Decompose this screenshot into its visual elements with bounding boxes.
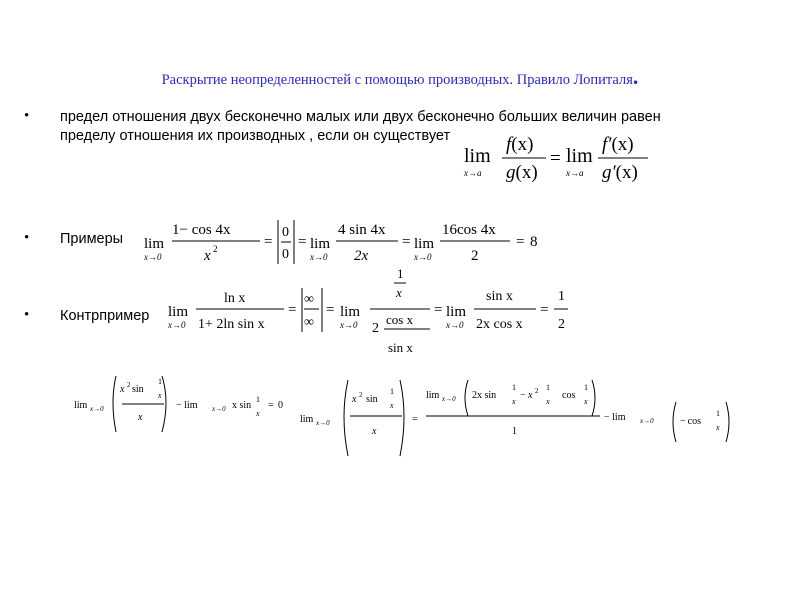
b2-last-paren-close (726, 402, 729, 442)
b1-exp: 2 (127, 381, 131, 389)
bottom-part-1 (74, 376, 283, 432)
ex-eq-1: = (264, 234, 273, 250)
b1-eq: = (268, 400, 274, 411)
ce-den-3: 2x cos x (476, 317, 523, 332)
ce-inf-den: ∞ (304, 315, 314, 330)
b1-lim: lim (74, 400, 88, 411)
rule-line-1: предел отношения двух бесконечно малых или двух бесконечно больших величин равен (60, 109, 661, 125)
b2-2xsin: 2x sin (472, 390, 497, 401)
ex-den-2: 2x (354, 248, 369, 264)
b2-last-paren-open (673, 402, 676, 442)
b2-inner-paren-open (465, 380, 468, 416)
ex-zero-num: 0 (282, 225, 289, 240)
ce-eq-4: = (540, 302, 549, 318)
ex-den-1-exp: 2 (213, 244, 218, 254)
ex-eq-3: = (402, 234, 411, 250)
ce-top-x: x (396, 285, 402, 300)
examples-label: Примеры (60, 231, 124, 247)
counter-formula (168, 264, 578, 362)
bottom-part-2 (300, 380, 729, 456)
ex-lim-3-sub: x→0 (414, 252, 432, 262)
b2-minus: − (520, 390, 526, 401)
b2-2xsin-x: x (512, 397, 516, 406)
b2-sin-1: 1 (390, 387, 394, 396)
b1-lim2-sub: x→0 (212, 405, 226, 413)
ex-eq-2: = (298, 234, 307, 250)
ce-lim-2: lim (340, 304, 361, 320)
b1-den: x (138, 412, 143, 423)
ex-lim-2-sub: x→0 (310, 252, 328, 262)
b2-minus-cos: − cos (680, 416, 701, 427)
b2-eq: = (412, 414, 418, 425)
b2-cos-x: x (584, 397, 588, 406)
bullet-marker-counter: • (24, 307, 30, 323)
b2-exp-b: 2 (535, 387, 539, 395)
ex-lim-1: lim (144, 236, 165, 252)
b2-frac-1: 1 (546, 383, 550, 392)
title-dot: . (632, 64, 639, 89)
b2-cos-1: 1 (584, 383, 588, 392)
ce-den-1: 1+ 2ln sin x (198, 317, 265, 332)
ex-num-1: 1− cos 4x (172, 222, 231, 238)
ex-eq-4: = (516, 234, 525, 250)
ex-lim-3: lim (414, 236, 435, 252)
b2-2xsin-1: 1 (512, 383, 516, 392)
lim-2: lim (566, 145, 593, 167)
ce-inf-num: ∞ (304, 292, 314, 307)
ce-eq-3: = (434, 302, 443, 318)
ex-lim-1-sub: x→0 (144, 252, 162, 262)
ce-eq-1: = (288, 302, 297, 318)
b2-frac-x: x (546, 397, 550, 406)
ce-num-3: sin x (486, 289, 513, 304)
ce-lim-1-sub: x→0 (168, 320, 186, 330)
b2-x: x (352, 394, 357, 405)
b1-xsin: x sin (232, 400, 252, 411)
ce-lim-1: lim (168, 304, 189, 320)
bullet-marker-rule: • (24, 108, 30, 124)
lhopital-formula (462, 128, 662, 190)
b1-xsin-1: 1 (256, 395, 260, 404)
frac2-num-fp: f′(x) (602, 134, 634, 155)
b1-sin: sin (132, 384, 144, 395)
ex-num-2: 4 sin 4x (338, 222, 386, 238)
ex-zero-den: 0 (282, 247, 289, 262)
b1-sin-1: 1 (158, 377, 162, 386)
ex-den-1: x (204, 248, 211, 264)
b2-lim-sub: x→0 (316, 419, 330, 427)
lim-2-sub: x→a (566, 168, 584, 178)
ex-lim-2: lim (310, 236, 331, 252)
ce-num-1: ln x (224, 291, 246, 306)
bullet-marker-examples: • (24, 230, 30, 246)
ce-lim-2-sub: x→0 (340, 320, 358, 330)
b1-zero: 0 (278, 400, 283, 411)
b2-inner-lim: lim (426, 390, 440, 401)
ce-top-1: 1 (397, 266, 404, 281)
b1-paren-open (113, 376, 116, 432)
ce-eq-2: = (326, 302, 335, 318)
lim-1-sub: x→a (464, 168, 482, 178)
ce-lim-3-sub: x→0 (446, 320, 464, 330)
b2-inner-lim-sub: x→0 (442, 395, 456, 403)
ex-result: 8 (530, 234, 538, 250)
ce-half-den: 2 (558, 317, 565, 332)
b1-lim-sub: x→0 (90, 405, 104, 413)
b2-x2b: x (528, 390, 533, 401)
b2-exp: 2 (359, 391, 363, 399)
page-title (0, 64, 800, 89)
b1-xsin-x: x (256, 409, 260, 418)
ce-cos-x: cos x (386, 312, 414, 327)
b2-den: x (372, 426, 377, 437)
b2-cos: cos (562, 390, 576, 401)
ce-lim-3: lim (446, 304, 467, 320)
b2-sin-x: x (390, 401, 394, 410)
b1-sin-x: x (158, 391, 162, 400)
b2-inner-paren-close (592, 380, 595, 416)
frac1-num-f: f(x) (506, 134, 534, 155)
ex-num-3: 16cos 4x (442, 222, 496, 238)
b2-minus-lim: − lim (604, 412, 626, 423)
b2-paren-open (344, 380, 348, 456)
bottom-formula (72, 372, 742, 462)
b2-paren-close (400, 380, 404, 456)
counter-label: Контрпример (60, 308, 150, 324)
frac1-den-g: g(x) (506, 162, 538, 183)
ce-half-num: 1 (558, 289, 565, 304)
ex-den-3: 2 (471, 248, 479, 264)
b1-x: x (120, 384, 125, 395)
rule-line-2: пределу отношения их производных , если он существует (60, 128, 451, 144)
ce-den-2: 2 (372, 321, 379, 336)
frac2-den-gp: g′(x) (602, 162, 638, 183)
b1-minus-lim: − lim (176, 400, 198, 411)
ce-sin-x: sin x (388, 340, 413, 355)
b2-last-x: x (716, 423, 720, 432)
lim-1: lim (464, 145, 491, 167)
b2-big-den: 1 (512, 426, 517, 437)
b2-last-1: 1 (716, 409, 720, 418)
title-text: Раскрытие неопределенностей с помощью производных. Правило Лопиталя (161, 72, 633, 88)
b2-last-lim-sub: x→0 (640, 417, 654, 425)
b2-lim: lim (300, 414, 314, 425)
eq-1: = (550, 148, 561, 169)
b2-sin: sin (366, 394, 378, 405)
